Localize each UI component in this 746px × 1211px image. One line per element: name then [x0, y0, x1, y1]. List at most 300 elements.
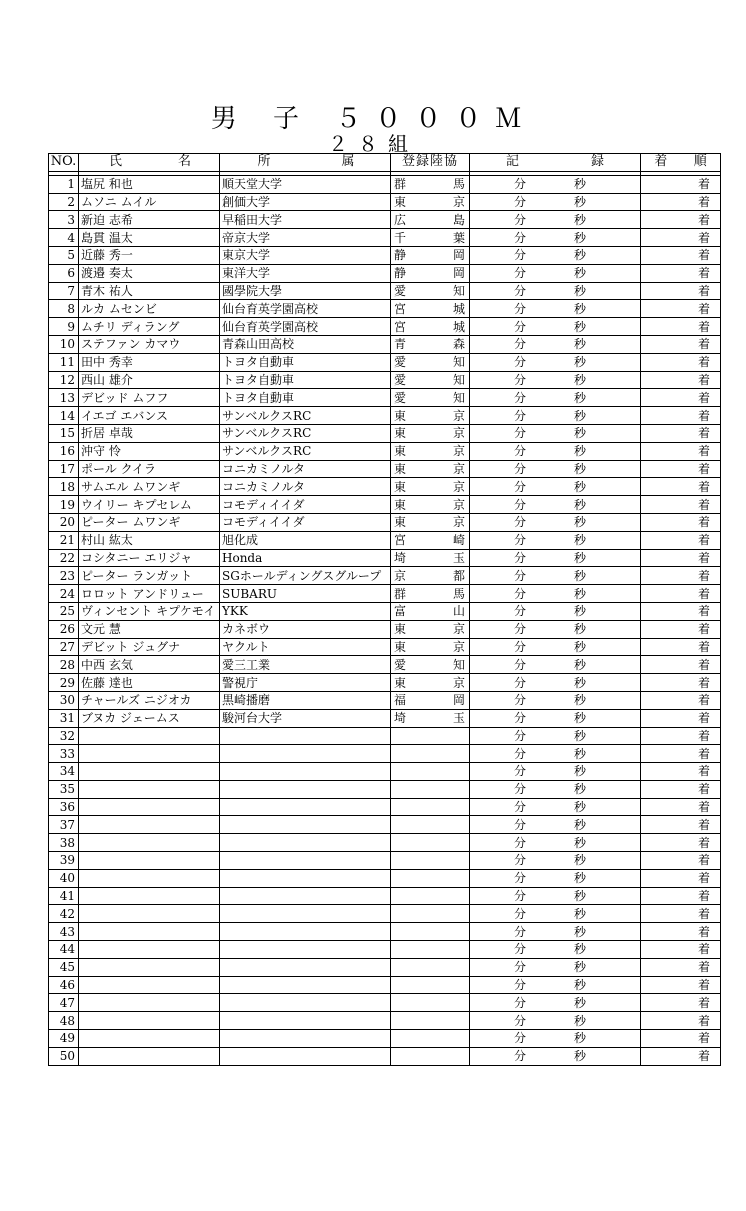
athlete-affiliation: 順天堂大学 [220, 175, 391, 193]
athlete-name [79, 976, 220, 994]
minutes-unit: 分 [514, 782, 527, 797]
seconds-unit: 秒 [574, 906, 587, 921]
seconds-unit: 秒 [574, 212, 587, 227]
seconds-unit: 秒 [574, 230, 587, 245]
registration-association [391, 727, 470, 745]
record-cell [470, 478, 641, 496]
registration-association [391, 941, 470, 959]
table-row [49, 852, 721, 870]
rank-cell [641, 674, 721, 692]
table-row [49, 389, 721, 407]
athlete-affiliation: 仙台育英学園高校 [220, 318, 391, 336]
seconds-unit: 秒 [574, 800, 587, 815]
place-unit: 着 [697, 533, 710, 548]
minutes-unit: 分 [514, 266, 527, 281]
seconds-unit: 秒 [574, 693, 587, 708]
minutes-unit: 分 [514, 212, 527, 227]
athlete-name: ポール クイラ [79, 460, 220, 478]
seconds-unit: 秒 [574, 283, 587, 298]
minutes-unit: 分 [514, 390, 527, 405]
athlete-affiliation [220, 763, 391, 781]
record-cell [470, 852, 641, 870]
minutes-unit: 分 [514, 194, 527, 209]
seconds-unit: 秒 [574, 266, 587, 281]
row-number: 3 [49, 211, 79, 229]
rank-cell [641, 585, 721, 603]
row-number: 37 [49, 816, 79, 834]
place-unit: 着 [697, 942, 710, 957]
place-unit: 着 [697, 177, 710, 192]
place-unit: 着 [697, 568, 710, 583]
row-number: 16 [49, 442, 79, 460]
header-rank: 着 順 [641, 154, 721, 172]
table-row [49, 567, 721, 585]
table-row [49, 941, 721, 959]
seconds-unit: 秒 [574, 479, 587, 494]
record-cell [470, 211, 641, 229]
registration-association [391, 816, 470, 834]
row-number: 28 [49, 656, 79, 674]
athlete-affiliation: 警視庁 [220, 674, 391, 692]
minutes-unit: 分 [514, 444, 527, 459]
row-number: 43 [49, 923, 79, 941]
rank-cell [641, 656, 721, 674]
seconds-unit: 秒 [574, 337, 587, 352]
table-row [49, 780, 721, 798]
record-cell [470, 638, 641, 656]
place-unit: 着 [697, 675, 710, 690]
seconds-unit: 秒 [574, 782, 587, 797]
seconds-unit: 秒 [574, 924, 587, 939]
table-header-row [49, 154, 721, 172]
minutes-unit: 分 [514, 924, 527, 939]
row-number: 35 [49, 780, 79, 798]
registration-association [391, 1012, 470, 1030]
record-cell [470, 727, 641, 745]
rank-cell [641, 496, 721, 514]
athlete-name [79, 1012, 220, 1030]
registration-association [391, 798, 470, 816]
record-cell [470, 335, 641, 353]
athlete-affiliation: 國學院大學 [220, 282, 391, 300]
place-unit: 着 [697, 978, 710, 993]
registration-association: 愛 知 [391, 389, 470, 407]
minutes-unit: 分 [514, 372, 527, 387]
rank-cell [641, 318, 721, 336]
registration-association: 福 岡 [391, 691, 470, 709]
row-number: 15 [49, 424, 79, 442]
athlete-name [79, 834, 220, 852]
minutes-unit: 分 [514, 728, 527, 743]
row-number: 13 [49, 389, 79, 407]
row-number: 23 [49, 567, 79, 585]
table-row [49, 798, 721, 816]
athlete-name: 佐藤 達也 [79, 674, 220, 692]
registration-association [391, 1030, 470, 1048]
place-unit: 着 [697, 479, 710, 494]
minutes-unit: 分 [514, 746, 527, 761]
table-row [49, 1047, 721, 1065]
athlete-affiliation: トヨタ自動車 [220, 389, 391, 407]
registration-association: 群 馬 [391, 175, 470, 193]
registration-association [391, 834, 470, 852]
record-cell [470, 1012, 641, 1030]
seconds-unit: 秒 [574, 764, 587, 779]
row-number: 19 [49, 496, 79, 514]
header-no: NO. [49, 154, 79, 172]
registration-association: 広 島 [391, 211, 470, 229]
place-unit: 着 [697, 461, 710, 476]
record-cell [470, 549, 641, 567]
place-unit: 着 [697, 586, 710, 601]
record-cell [470, 656, 641, 674]
athlete-name: ステファン カマウ [79, 335, 220, 353]
athlete-name: コシタニー エリジャ [79, 549, 220, 567]
place-unit: 着 [697, 408, 710, 423]
record-cell [470, 674, 641, 692]
registration-association: 埼 玉 [391, 549, 470, 567]
rank-cell [641, 407, 721, 425]
athlete-name: 田中 秀幸 [79, 353, 220, 371]
athlete-affiliation [220, 941, 391, 959]
seconds-unit: 秒 [574, 639, 587, 654]
table-row [49, 656, 721, 674]
record-cell [470, 318, 641, 336]
athlete-affiliation [220, 780, 391, 798]
minutes-unit: 分 [514, 301, 527, 316]
seconds-unit: 秒 [574, 177, 587, 192]
minutes-unit: 分 [514, 283, 527, 298]
rank-cell [641, 976, 721, 994]
athlete-name: ムソニ ムイル [79, 193, 220, 211]
athlete-name: デビッド ムフフ [79, 389, 220, 407]
seconds-unit: 秒 [574, 1049, 587, 1064]
athlete-affiliation: SUBARU [220, 585, 391, 603]
athlete-name: ルカ ムセンビ [79, 300, 220, 318]
seconds-unit: 秒 [574, 889, 587, 904]
athlete-affiliation [220, 745, 391, 763]
minutes-unit: 分 [514, 248, 527, 263]
place-unit: 着 [697, 622, 710, 637]
athlete-name: 村山 紘太 [79, 531, 220, 549]
record-cell [470, 905, 641, 923]
registration-association: 富 山 [391, 602, 470, 620]
registration-association: 愛 知 [391, 371, 470, 389]
place-unit: 着 [697, 372, 710, 387]
athlete-affiliation: 愛三工業 [220, 656, 391, 674]
row-number: 42 [49, 905, 79, 923]
registration-association: 東 京 [391, 620, 470, 638]
registration-association: 京 都 [391, 567, 470, 585]
rank-cell [641, 1047, 721, 1065]
record-cell [470, 976, 641, 994]
record-cell [470, 264, 641, 282]
rank-cell [641, 300, 721, 318]
registration-association: 群 馬 [391, 585, 470, 603]
record-cell [470, 531, 641, 549]
seconds-unit: 秒 [574, 675, 587, 690]
place-unit: 着 [697, 906, 710, 921]
rank-cell [641, 869, 721, 887]
minutes-unit: 分 [514, 978, 527, 993]
seconds-unit: 秒 [574, 960, 587, 975]
athlete-name: サムエル ムワンギ [79, 478, 220, 496]
table-row [49, 585, 721, 603]
seconds-unit: 秒 [574, 622, 587, 637]
registration-association: 東 京 [391, 460, 470, 478]
athlete-name: 青木 祐人 [79, 282, 220, 300]
minutes-unit: 分 [514, 1049, 527, 1064]
row-number: 46 [49, 976, 79, 994]
registration-association: 東 京 [391, 638, 470, 656]
table-row [49, 407, 721, 425]
record-cell [470, 887, 641, 905]
row-number: 25 [49, 602, 79, 620]
place-unit: 着 [697, 782, 710, 797]
registration-association [391, 905, 470, 923]
seconds-unit: 秒 [574, 835, 587, 850]
minutes-unit: 分 [514, 426, 527, 441]
record-cell [470, 745, 641, 763]
place-unit: 着 [697, 889, 710, 904]
row-number: 50 [49, 1047, 79, 1065]
row-number: 38 [49, 834, 79, 852]
row-number: 6 [49, 264, 79, 282]
athlete-affiliation [220, 905, 391, 923]
seconds-unit: 秒 [574, 728, 587, 743]
athlete-affiliation [220, 816, 391, 834]
registration-association: 宮 城 [391, 318, 470, 336]
rank-cell [641, 549, 721, 567]
athlete-affiliation: 仙台育英学園高校 [220, 300, 391, 318]
place-unit: 着 [697, 444, 710, 459]
minutes-unit: 分 [514, 960, 527, 975]
minutes-unit: 分 [514, 515, 527, 530]
athlete-affiliation: 旭化成 [220, 531, 391, 549]
table-row [49, 1030, 721, 1048]
athlete-affiliation [220, 834, 391, 852]
place-unit: 着 [697, 800, 710, 815]
athlete-name [79, 941, 220, 959]
minutes-unit: 分 [514, 639, 527, 654]
place-unit: 着 [697, 924, 710, 939]
athlete-name [79, 780, 220, 798]
minutes-unit: 分 [514, 479, 527, 494]
place-unit: 着 [697, 639, 710, 654]
registration-association [391, 923, 470, 941]
athlete-affiliation: サンベルクスRC [220, 424, 391, 442]
table-row [49, 442, 721, 460]
minutes-unit: 分 [514, 461, 527, 476]
athlete-affiliation: 帝京大学 [220, 229, 391, 247]
athlete-name: 文元 慧 [79, 620, 220, 638]
row-number: 8 [49, 300, 79, 318]
record-cell [470, 923, 641, 941]
athlete-name [79, 816, 220, 834]
row-number: 21 [49, 531, 79, 549]
row-number: 48 [49, 1012, 79, 1030]
athlete-name [79, 1030, 220, 1048]
record-cell [470, 1030, 641, 1048]
athlete-name: ウイリー キプセレム [79, 496, 220, 514]
row-number: 36 [49, 798, 79, 816]
registration-association: 愛 知 [391, 282, 470, 300]
table-row [49, 513, 721, 531]
registration-association: 千 葉 [391, 229, 470, 247]
heat-subtitle: ２８組 [328, 132, 418, 156]
row-number: 33 [49, 745, 79, 763]
record-cell [470, 869, 641, 887]
rank-cell [641, 460, 721, 478]
registration-association [391, 852, 470, 870]
row-number: 40 [49, 869, 79, 887]
row-number: 49 [49, 1030, 79, 1048]
place-unit: 着 [697, 995, 710, 1010]
rank-cell [641, 1012, 721, 1030]
athlete-affiliation: ヤクルト [220, 638, 391, 656]
seconds-unit: 秒 [574, 550, 587, 565]
table-row [49, 549, 721, 567]
place-unit: 着 [697, 693, 710, 708]
seconds-unit: 秒 [574, 942, 587, 957]
seconds-unit: 秒 [574, 604, 587, 619]
table-body [49, 175, 721, 1065]
athlete-affiliation: 駿河台大学 [220, 709, 391, 727]
rank-cell [641, 905, 721, 923]
place-unit: 着 [697, 853, 710, 868]
athlete-name: 島貫 温太 [79, 229, 220, 247]
registration-association: 東 京 [391, 424, 470, 442]
athlete-name: 中西 玄気 [79, 656, 220, 674]
athlete-affiliation: コモディイイダ [220, 513, 391, 531]
record-cell [470, 496, 641, 514]
athlete-affiliation [220, 1030, 391, 1048]
registration-association: 東 京 [391, 193, 470, 211]
registration-association [391, 1047, 470, 1065]
row-number: 5 [49, 246, 79, 264]
athlete-affiliation [220, 852, 391, 870]
table-row [49, 211, 721, 229]
place-unit: 着 [697, 337, 710, 352]
table-row [49, 371, 721, 389]
table-row [49, 763, 721, 781]
registration-association [391, 887, 470, 905]
seconds-unit: 秒 [574, 853, 587, 868]
table-row [49, 994, 721, 1012]
registration-association: 東 京 [391, 674, 470, 692]
athlete-name: 塩尻 和也 [79, 175, 220, 193]
athlete-name [79, 745, 220, 763]
minutes-unit: 分 [514, 408, 527, 423]
place-unit: 着 [697, 390, 710, 405]
row-number: 12 [49, 371, 79, 389]
registration-association [391, 958, 470, 976]
table-row [49, 816, 721, 834]
registration-association: 東 京 [391, 513, 470, 531]
table-row [49, 264, 721, 282]
athlete-name [79, 798, 220, 816]
minutes-unit: 分 [514, 906, 527, 921]
athlete-name: ムチリ ディラング [79, 318, 220, 336]
athlete-name: ピーター ランガット [79, 567, 220, 585]
rank-cell [641, 923, 721, 941]
record-cell [470, 371, 641, 389]
registration-association: 東 京 [391, 496, 470, 514]
table-row [49, 602, 721, 620]
row-number: 10 [49, 335, 79, 353]
rank-cell [641, 353, 721, 371]
place-unit: 着 [697, 301, 710, 316]
rank-cell [641, 798, 721, 816]
minutes-unit: 分 [514, 497, 527, 512]
table-row [49, 834, 721, 852]
athlete-name: 沖守 怜 [79, 442, 220, 460]
rank-cell [641, 193, 721, 211]
athlete-affiliation: コニカミノルタ [220, 478, 391, 496]
minutes-unit: 分 [514, 942, 527, 957]
registration-association: 埼 玉 [391, 709, 470, 727]
row-number: 39 [49, 852, 79, 870]
place-unit: 着 [697, 283, 710, 298]
table-row [49, 620, 721, 638]
row-number: 47 [49, 994, 79, 1012]
seconds-unit: 秒 [574, 194, 587, 209]
place-unit: 着 [697, 1013, 710, 1028]
table-row [49, 869, 721, 887]
registration-association: 愛 知 [391, 353, 470, 371]
rank-cell [641, 958, 721, 976]
athlete-affiliation [220, 976, 391, 994]
record-cell [470, 513, 641, 531]
rank-cell [641, 763, 721, 781]
record-cell [470, 958, 641, 976]
athlete-name: 折居 卓哉 [79, 424, 220, 442]
minutes-unit: 分 [514, 871, 527, 886]
record-cell [470, 193, 641, 211]
athlete-name: 渡邉 奏太 [79, 264, 220, 282]
row-number: 2 [49, 193, 79, 211]
table-row [49, 709, 721, 727]
rank-cell [641, 442, 721, 460]
record-cell [470, 389, 641, 407]
place-unit: 着 [697, 515, 710, 530]
place-unit: 着 [697, 230, 710, 245]
registration-association: 東 京 [391, 442, 470, 460]
table-row [49, 496, 721, 514]
athlete-name: チャールズ ニジオカ [79, 691, 220, 709]
athlete-affiliation [220, 869, 391, 887]
minutes-unit: 分 [514, 355, 527, 370]
table-row [49, 246, 721, 264]
rank-cell [641, 478, 721, 496]
athlete-affiliation: SGホールディングスグループ [220, 567, 391, 585]
table-row [49, 727, 721, 745]
athlete-name: ブヌカ ジェームス [79, 709, 220, 727]
record-cell [470, 602, 641, 620]
row-number: 44 [49, 941, 79, 959]
athlete-affiliation: YKK [220, 602, 391, 620]
minutes-unit: 分 [514, 657, 527, 672]
table-row [49, 887, 721, 905]
page-title: 男 子 ５０００Ｍ [210, 104, 536, 134]
row-number: 26 [49, 620, 79, 638]
record-cell [470, 567, 641, 585]
registration-association: 東 京 [391, 478, 470, 496]
athlete-affiliation: 東京大学 [220, 246, 391, 264]
athlete-name [79, 923, 220, 941]
athlete-affiliation: コニカミノルタ [220, 460, 391, 478]
minutes-unit: 分 [514, 800, 527, 815]
